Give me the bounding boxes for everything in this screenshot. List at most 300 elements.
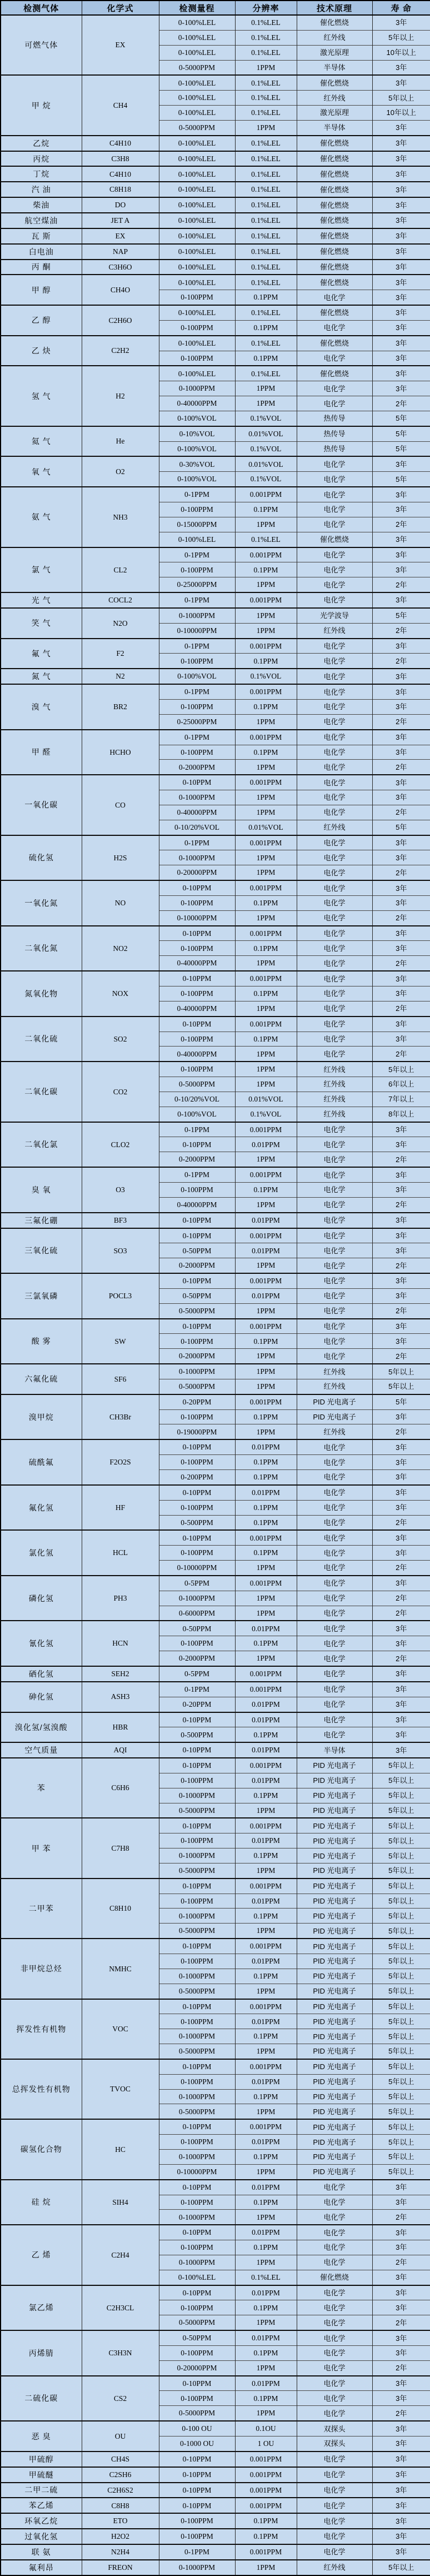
principle-cell: 电化学 <box>297 1334 372 1349</box>
table-row <box>1 456 430 471</box>
table-row <box>1 2544 430 2560</box>
resolution-cell: 0.001PPM <box>235 1999 297 2014</box>
resolution-cell: 0.1PPM <box>235 2149 297 2164</box>
table-row <box>1 2285 430 2300</box>
range-cell: 0-100%LEL <box>159 2270 235 2285</box>
lifespan-cell: 3年 <box>372 532 430 547</box>
gas-name-cell: 乙 醇 <box>1 305 82 336</box>
range-cell: 0-100%LEL <box>159 260 235 275</box>
resolution-cell: 0.01PPM <box>235 2330 297 2345</box>
gas-name-cell: 六氟化硫 <box>1 1364 82 1394</box>
lifespan-cell: 5年以上 <box>372 2014 430 2029</box>
principle-cell: 电化学 <box>297 2498 372 2513</box>
lifespan-cell: 3年 <box>372 971 430 986</box>
resolution-cell: 0.1PPM <box>235 699 297 714</box>
resolution-cell: 0.1PPM <box>235 1969 297 1984</box>
formula-cell: BF3 <box>82 1213 159 1228</box>
lifespan-cell: 5年以上 <box>372 1863 430 1878</box>
formula-cell: FREON <box>82 2560 159 2575</box>
table-row <box>1 775 430 790</box>
resolution-cell: 0.1%LEL <box>235 151 297 167</box>
resolution-cell: 0.1%VOL <box>235 411 297 426</box>
range-cell: 0-1PPM <box>159 835 235 850</box>
resolution-cell: 0.1PPM <box>235 1470 297 1485</box>
principle-cell: PID 光电离子 <box>297 1773 372 1788</box>
resolution-cell: 1PPM <box>235 1197 297 1212</box>
lifespan-cell: 3年 <box>372 684 430 699</box>
lifespan-cell: 3年 <box>372 2544 430 2560</box>
resolution-cell: 0.1%LEL <box>235 532 297 547</box>
principle-cell: 红外线 <box>297 1379 372 1394</box>
principle-cell: PID 光电离子 <box>297 2149 372 2164</box>
table-row <box>1 2180 430 2195</box>
principle-cell: 电化学 <box>297 456 372 471</box>
range-cell: 0-10PPM <box>159 1319 235 1334</box>
lifespan-cell: 3年 <box>372 1470 430 1485</box>
lifespan-cell: 3年 <box>372 1334 430 1349</box>
resolution-cell: 0.001PPM <box>235 487 297 502</box>
range-cell: 0-1000PPM <box>159 608 235 623</box>
lifespan-cell: 5年以上 <box>372 2104 430 2119</box>
principle-cell: 电化学 <box>297 1470 372 1485</box>
table-row <box>1 15 430 30</box>
lifespan-cell: 5年以上 <box>372 2149 430 2164</box>
principle-cell: 电化学 <box>297 577 372 592</box>
formula-cell: SIH4 <box>82 2180 159 2225</box>
resolution-cell: 0.001PPM <box>235 2467 297 2483</box>
range-cell: 0-19000PPM <box>159 1424 235 1439</box>
lifespan-cell: 3年 <box>372 320 430 335</box>
principle-cell: 红外线 <box>297 1077 372 1092</box>
principle-cell: PID 光电离子 <box>297 1833 372 1848</box>
table-row <box>1 2119 430 2134</box>
gas-name-cell: 苯乙烯 <box>1 2498 82 2513</box>
range-cell: 0-10PPM <box>159 2059 235 2074</box>
formula-cell: C3H3N <box>82 2330 159 2376</box>
lifespan-cell: 3年 <box>372 1485 430 1500</box>
principle-cell: 红外线 <box>297 1062 372 1077</box>
principle-cell: PID 光电离子 <box>297 1984 372 1999</box>
lifespan-cell: 3年 <box>372 1213 430 1228</box>
lifespan-cell: 3年 <box>372 151 430 167</box>
resolution-cell: 0.01PPM <box>235 2285 297 2300</box>
range-cell: 0-10PPM <box>159 2498 235 2513</box>
principle-cell: PID 光电离子 <box>297 1909 372 1924</box>
principle-cell: 催化燃烧 <box>297 260 372 275</box>
principle-cell: 电化学 <box>297 1032 372 1047</box>
lifespan-cell: 2年 <box>372 2360 430 2375</box>
gas-name-cell: 氢 气 <box>1 366 82 426</box>
resolution-cell: 1PPM <box>235 1984 297 1999</box>
principle-cell: PID 光电离子 <box>297 2089 372 2104</box>
lifespan-cell: 3年 <box>372 197 430 213</box>
principle-cell: 半导体 <box>297 120 372 135</box>
formula-cell: F2O2S <box>82 1439 159 1485</box>
lifespan-cell: 3年 <box>372 487 430 502</box>
resolution-cell: 0.01PPM <box>235 1213 297 1228</box>
lifespan-cell: 5年 <box>372 820 430 835</box>
principle-cell: PID 光电离子 <box>297 1848 372 1864</box>
gas-name-cell: 光 气 <box>1 592 82 608</box>
gas-name-cell: 可燃气体 <box>1 15 82 75</box>
range-cell: 0-10PPM <box>159 971 235 986</box>
resolution-cell: 1PPM <box>235 1591 297 1606</box>
principle-cell: 电化学 <box>297 1621 372 1636</box>
resolution-cell: 1PPM <box>235 1803 297 1818</box>
formula-cell: C2SH6 <box>82 2467 159 2483</box>
principle-cell: 电化学 <box>297 639 372 654</box>
principle-cell: 电化学 <box>297 2195 372 2210</box>
lifespan-cell: 2年 <box>372 1561 430 1576</box>
lifespan-cell: 3年 <box>372 1636 430 1651</box>
resolution-cell: 1PPM <box>235 623 297 638</box>
principle-cell: 电化学 <box>297 2255 372 2270</box>
table-body <box>1 15 430 2575</box>
table-row <box>1 730 430 745</box>
range-cell: 0-10PPM <box>159 1273 235 1288</box>
lifespan-cell: 3年 <box>372 592 430 608</box>
gas-name-cell: 溴化氢/氢溴酸 <box>1 1712 82 1743</box>
range-cell: 0-100%LEL <box>159 91 235 106</box>
principle-cell: 电化学 <box>297 290 372 305</box>
principle-cell: 电化学 <box>297 1546 372 1561</box>
range-cell: 0-25000PPM <box>159 714 235 729</box>
lifespan-cell: 3年 <box>372 2240 430 2255</box>
range-cell: 0-10PPM <box>159 1530 235 1545</box>
range-cell: 0-10PPM <box>159 1485 235 1500</box>
range-cell: 0-1000PPM <box>159 2210 235 2225</box>
table-row <box>1 1742 430 1758</box>
lifespan-cell: 2年 <box>372 1515 430 1530</box>
range-cell: 0-100%LEL <box>159 106 235 121</box>
resolution-cell: 1PPM <box>235 865 297 880</box>
range-cell: 0-40000PPM <box>159 1047 235 1062</box>
resolution-cell: 1PPM <box>235 1863 297 1878</box>
resolution-cell: 0.1PPM <box>235 1909 297 1924</box>
range-cell: 0-10PPM <box>159 1999 235 2014</box>
resolution-cell: 0.1PPM <box>235 1636 297 1651</box>
formula-cell: C4H10 <box>82 166 159 182</box>
range-cell: 0-1PPM <box>159 1682 235 1697</box>
principle-cell: 电化学 <box>297 1697 372 1712</box>
resolution-cell: 0.001PPM <box>235 1228 297 1243</box>
resolution-cell: 0.1%LEL <box>235 166 297 182</box>
gas-name-cell: 磷化氢 <box>1 1576 82 1621</box>
resolution-cell: 1PPM <box>235 805 297 820</box>
principle-cell: 电化学 <box>297 351 372 366</box>
formula-cell: JET A <box>82 213 159 228</box>
lifespan-cell: 3年 <box>372 1530 430 1545</box>
table-row <box>1 1017 430 1032</box>
principle-cell: 电化学 <box>297 2345 372 2360</box>
principle-cell: PID 光电离子 <box>297 1409 372 1424</box>
principle-cell: 电化学 <box>297 730 372 745</box>
range-cell: 0-100PPM <box>159 320 235 335</box>
resolution-cell: 0.01PPM <box>235 1833 297 1848</box>
lifespan-cell: 2年 <box>372 1424 430 1439</box>
formula-cell: N2O <box>82 608 159 639</box>
table-row <box>1 592 430 608</box>
resolution-cell: 1PPM <box>235 2210 297 2225</box>
principle-cell: PID 光电离子 <box>297 1879 372 1894</box>
resolution-cell: 0.001PPM <box>235 1167 297 1182</box>
resolution-cell: 0.01PPM <box>235 2376 297 2391</box>
range-cell: 0-10PPM <box>159 1712 235 1727</box>
resolution-cell: 0.1PPM <box>235 1788 297 1803</box>
table-row <box>1 1530 430 1545</box>
resolution-cell: 0.1%LEL <box>235 2270 297 2285</box>
resolution-cell: 1PPM <box>235 1561 297 1576</box>
lifespan-cell: 3年 <box>372 850 430 865</box>
gas-name-cell: 乙 炔 <box>1 336 82 366</box>
resolution-cell: 0.001PPM <box>235 1682 297 1697</box>
lifespan-cell: 2年 <box>372 956 430 971</box>
principle-cell: 电化学 <box>297 487 372 502</box>
principle-cell: 电化学 <box>297 910 372 925</box>
formula-cell: SO2 <box>82 1017 159 1062</box>
principle-cell: 红外线 <box>297 91 372 106</box>
gas-name-cell: 总挥发性有机物 <box>1 2059 82 2119</box>
principle-cell: 电化学 <box>297 2210 372 2225</box>
principle-cell: 电化学 <box>297 562 372 577</box>
principle-cell: 热传导 <box>297 426 372 441</box>
gas-name-cell: 丙烯腈 <box>1 2330 82 2376</box>
range-cell: 0-100PPM <box>159 1546 235 1561</box>
formula-cell: ASH3 <box>82 1682 159 1712</box>
formula-cell: EX <box>82 15 159 75</box>
lifespan-cell: 3年 <box>372 745 430 760</box>
range-cell: 0-10PPM <box>159 2483 235 2498</box>
resolution-cell: 0.001PPM <box>235 1879 297 1894</box>
range-cell: 0-1000PPM <box>159 1848 235 1864</box>
range-cell: 0-10000PPM <box>159 1561 235 1576</box>
principle-cell: 电化学 <box>297 895 372 910</box>
principle-cell: PID 光电离子 <box>297 2104 372 2119</box>
principle-cell: PID 光电离子 <box>297 2029 372 2044</box>
principle-cell: 电化学 <box>297 2285 372 2300</box>
lifespan-cell: 3年 <box>372 244 430 260</box>
lifespan-cell: 5年以上 <box>372 1788 430 1803</box>
formula-cell: CLO2 <box>82 1122 159 1168</box>
lifespan-cell: 3年 <box>372 2225 430 2240</box>
range-cell: 0-100%LEL <box>159 228 235 244</box>
resolution-cell: 1PPM <box>235 1303 297 1318</box>
resolution-cell: 0.1%LEL <box>235 197 297 213</box>
principle-cell: PID 光电离子 <box>297 1939 372 1954</box>
principle-cell: 双探头 <box>297 2437 372 2452</box>
principle-cell: PID 光电离子 <box>297 2059 372 2074</box>
range-cell: 0-100PPM <box>159 2195 235 2210</box>
resolution-cell: 0.1%VOL <box>235 669 297 684</box>
lifespan-cell: 3年 <box>372 2529 430 2544</box>
resolution-cell: 1PPM <box>235 120 297 135</box>
principle-cell: 电化学 <box>297 2406 372 2421</box>
gas-name-cell: 氯 气 <box>1 547 82 593</box>
lifespan-cell: 3年 <box>372 15 430 30</box>
principle-cell: 电化学 <box>297 760 372 775</box>
lifespan-cell: 3年 <box>372 1032 430 1047</box>
gas-name-cell: 二硫化碳 <box>1 2376 82 2421</box>
range-cell: 0-100PPM <box>159 1636 235 1651</box>
formula-cell: OU <box>82 2421 159 2452</box>
principle-cell: PID 光电离子 <box>297 1999 372 2014</box>
principle-cell: 电化学 <box>297 2225 372 2240</box>
range-cell: 0-100%LEL <box>159 336 235 351</box>
principle-cell: 催化燃烧 <box>297 228 372 244</box>
gas-name-cell: 二氧化氯 <box>1 1122 82 1168</box>
resolution-cell: 1PPM <box>235 850 297 865</box>
principle-cell: 电化学 <box>297 2180 372 2195</box>
principle-cell: 红外线 <box>297 820 372 835</box>
lifespan-cell: 3年 <box>372 941 430 956</box>
table-row <box>1 2498 430 2513</box>
gas-name-cell: 乙烷 <box>1 136 82 151</box>
principle-cell: 电化学 <box>297 1455 372 1470</box>
lifespan-cell: 5年以上 <box>372 1379 430 1394</box>
lifespan-cell: 3年 <box>372 2483 430 2498</box>
resolution-cell: 0.01PPM <box>235 1894 297 1909</box>
principle-cell: 红外线 <box>297 1092 372 1107</box>
lifespan-cell: 3年 <box>372 895 430 910</box>
principle-cell: 催化燃烧 <box>297 213 372 228</box>
range-cell: 0-100%LEL <box>159 366 235 381</box>
principle-cell: 电化学 <box>297 1712 372 1727</box>
principle-cell: 催化燃烧 <box>297 136 372 151</box>
resolution-cell: 0.001PPM <box>235 775 297 790</box>
resolution-cell: 0.1%VOL <box>235 441 297 456</box>
range-cell: 0-5000PPM <box>159 1303 235 1318</box>
table-row <box>1 1879 430 1894</box>
principle-cell: 电化学 <box>297 1500 372 1515</box>
resolution-cell: 0.1PPM <box>235 1032 297 1047</box>
range-cell: 0-1PPM <box>159 684 235 699</box>
principle-cell: 催化燃烧 <box>297 182 372 197</box>
formula-cell: NMHC <box>82 1939 159 1999</box>
lifespan-cell: 5年以上 <box>372 1803 430 1818</box>
formula-cell: H2 <box>82 366 159 426</box>
gas-name-cell: 柴油 <box>1 197 82 213</box>
lifespan-cell: 5年以上 <box>372 2059 430 2074</box>
resolution-cell: 0.001PPM <box>235 2498 297 2513</box>
resolution-cell: 0.001PPM <box>235 971 297 986</box>
range-cell: 0-100PPM <box>159 2513 235 2529</box>
range-cell: 0-100%LEL <box>159 136 235 151</box>
range-cell: 0-5000PPM <box>159 1077 235 1092</box>
resolution-cell: 0.1PPM <box>235 941 297 956</box>
formula-cell: NH3 <box>82 487 159 547</box>
resolution-cell: 0.1OU <box>235 2421 297 2436</box>
principle-cell: PID 光电离子 <box>297 1954 372 1969</box>
resolution-cell: 1 OU <box>235 2437 297 2452</box>
principle-cell: 电化学 <box>297 517 372 532</box>
range-cell: 0-2000PPM <box>159 760 235 775</box>
resolution-cell: 0.01PPM <box>235 2074 297 2089</box>
table-row <box>1 136 430 151</box>
formula-cell: CH4S <box>82 2452 159 2467</box>
table-row <box>1 2330 430 2345</box>
range-cell: 0-40000PPM <box>159 956 235 971</box>
principle-cell: 电化学 <box>297 745 372 760</box>
lifespan-cell: 2年 <box>372 1303 430 1318</box>
range-cell: 0-1000PPM <box>159 381 235 396</box>
principle-cell: 电化学 <box>297 1485 372 1500</box>
principle-cell: 光学波导 <box>297 608 372 623</box>
lifespan-cell: 3年 <box>372 1742 430 1758</box>
range-cell: 0-1000PPM <box>159 1788 235 1803</box>
lifespan-cell: 7年以上 <box>372 1092 430 1107</box>
principle-cell: 电化学 <box>297 956 372 971</box>
lifespan-cell: 5年 <box>372 1394 430 1409</box>
range-cell: 0-50PPM <box>159 2330 235 2345</box>
principle-cell: 催化燃烧 <box>297 336 372 351</box>
lifespan-cell: 3年 <box>372 1697 430 1712</box>
lifespan-cell: 5年 <box>372 441 430 456</box>
lifespan-cell: 3年 <box>372 366 430 381</box>
formula-cell: HC <box>82 2119 159 2179</box>
range-cell: 0-1000PPM <box>159 2149 235 2164</box>
lifespan-cell: 5年以上 <box>372 2089 430 2104</box>
lifespan-cell: 5年以上 <box>372 1984 430 1999</box>
range-cell: 0-1PPM <box>159 2544 235 2560</box>
gas-name-cell: 三氟化硼 <box>1 1213 82 1228</box>
lifespan-cell: 5年以上 <box>372 2029 430 2044</box>
table-row <box>1 1122 430 1137</box>
range-cell: 0-10PPM <box>159 1742 235 1758</box>
resolution-cell: 0.1%LEL <box>235 244 297 260</box>
range-cell: 0-1PPM <box>159 1122 235 1137</box>
resolution-cell: 0.01PPM <box>235 2180 297 2195</box>
lifespan-cell: 3年 <box>372 1682 430 1697</box>
gas-name-cell: 硫酰氟 <box>1 1439 82 1485</box>
gas-name-cell: 氮 气 <box>1 669 82 684</box>
gas-name-cell: 酸 雾 <box>1 1319 82 1364</box>
principle-cell: 热传导 <box>297 441 372 456</box>
resolution-cell: 0.1%LEL <box>235 30 297 45</box>
lifespan-cell: 2年 <box>372 1001 430 1016</box>
formula-cell: COCL2 <box>82 592 159 608</box>
principle-cell: 红外线 <box>297 30 372 45</box>
formula-cell: NO2 <box>82 926 159 971</box>
range-cell: 0-30%VOL <box>159 456 235 471</box>
range-cell: 0-1000PPM <box>159 850 235 865</box>
lifespan-cell: 5年 <box>372 472 430 487</box>
range-cell: 0-5000PPM <box>159 120 235 135</box>
resolution-cell: 0.1PPM <box>235 1515 297 1530</box>
resolution-cell: 0.1PPM <box>235 1182 297 1197</box>
table-row <box>1 275 430 290</box>
lifespan-cell: 3年 <box>372 1712 430 1727</box>
table-row <box>1 336 430 351</box>
range-cell: 0-100%LEL <box>159 532 235 547</box>
resolution-cell: 0.1PPM <box>235 2513 297 2529</box>
lifespan-cell: 5年以上 <box>372 1758 430 1773</box>
resolution-cell: 0.001PPM <box>235 2119 297 2134</box>
resolution-cell: 0.1PPM <box>235 895 297 910</box>
gas-name-cell: 甲 苯 <box>1 1818 82 1878</box>
range-cell: 0-100%LEL <box>159 151 235 167</box>
lifespan-cell: 3年 <box>372 986 430 1001</box>
lifespan-cell: 5年 <box>372 426 430 441</box>
range-cell: 0-10PPM <box>159 1758 235 1773</box>
resolution-cell: 1PPM <box>235 577 297 592</box>
range-cell: 0-10PPM <box>159 1137 235 1152</box>
lifespan-cell: 3年 <box>372 2330 430 2345</box>
range-cell: 0-50PPM <box>159 1288 235 1303</box>
gas-name-cell: 白电油 <box>1 244 82 260</box>
resolution-cell: 0.001PPM <box>235 2452 297 2467</box>
formula-cell: C2H2 <box>82 336 159 366</box>
resolution-cell: 1PPM <box>235 1001 297 1016</box>
